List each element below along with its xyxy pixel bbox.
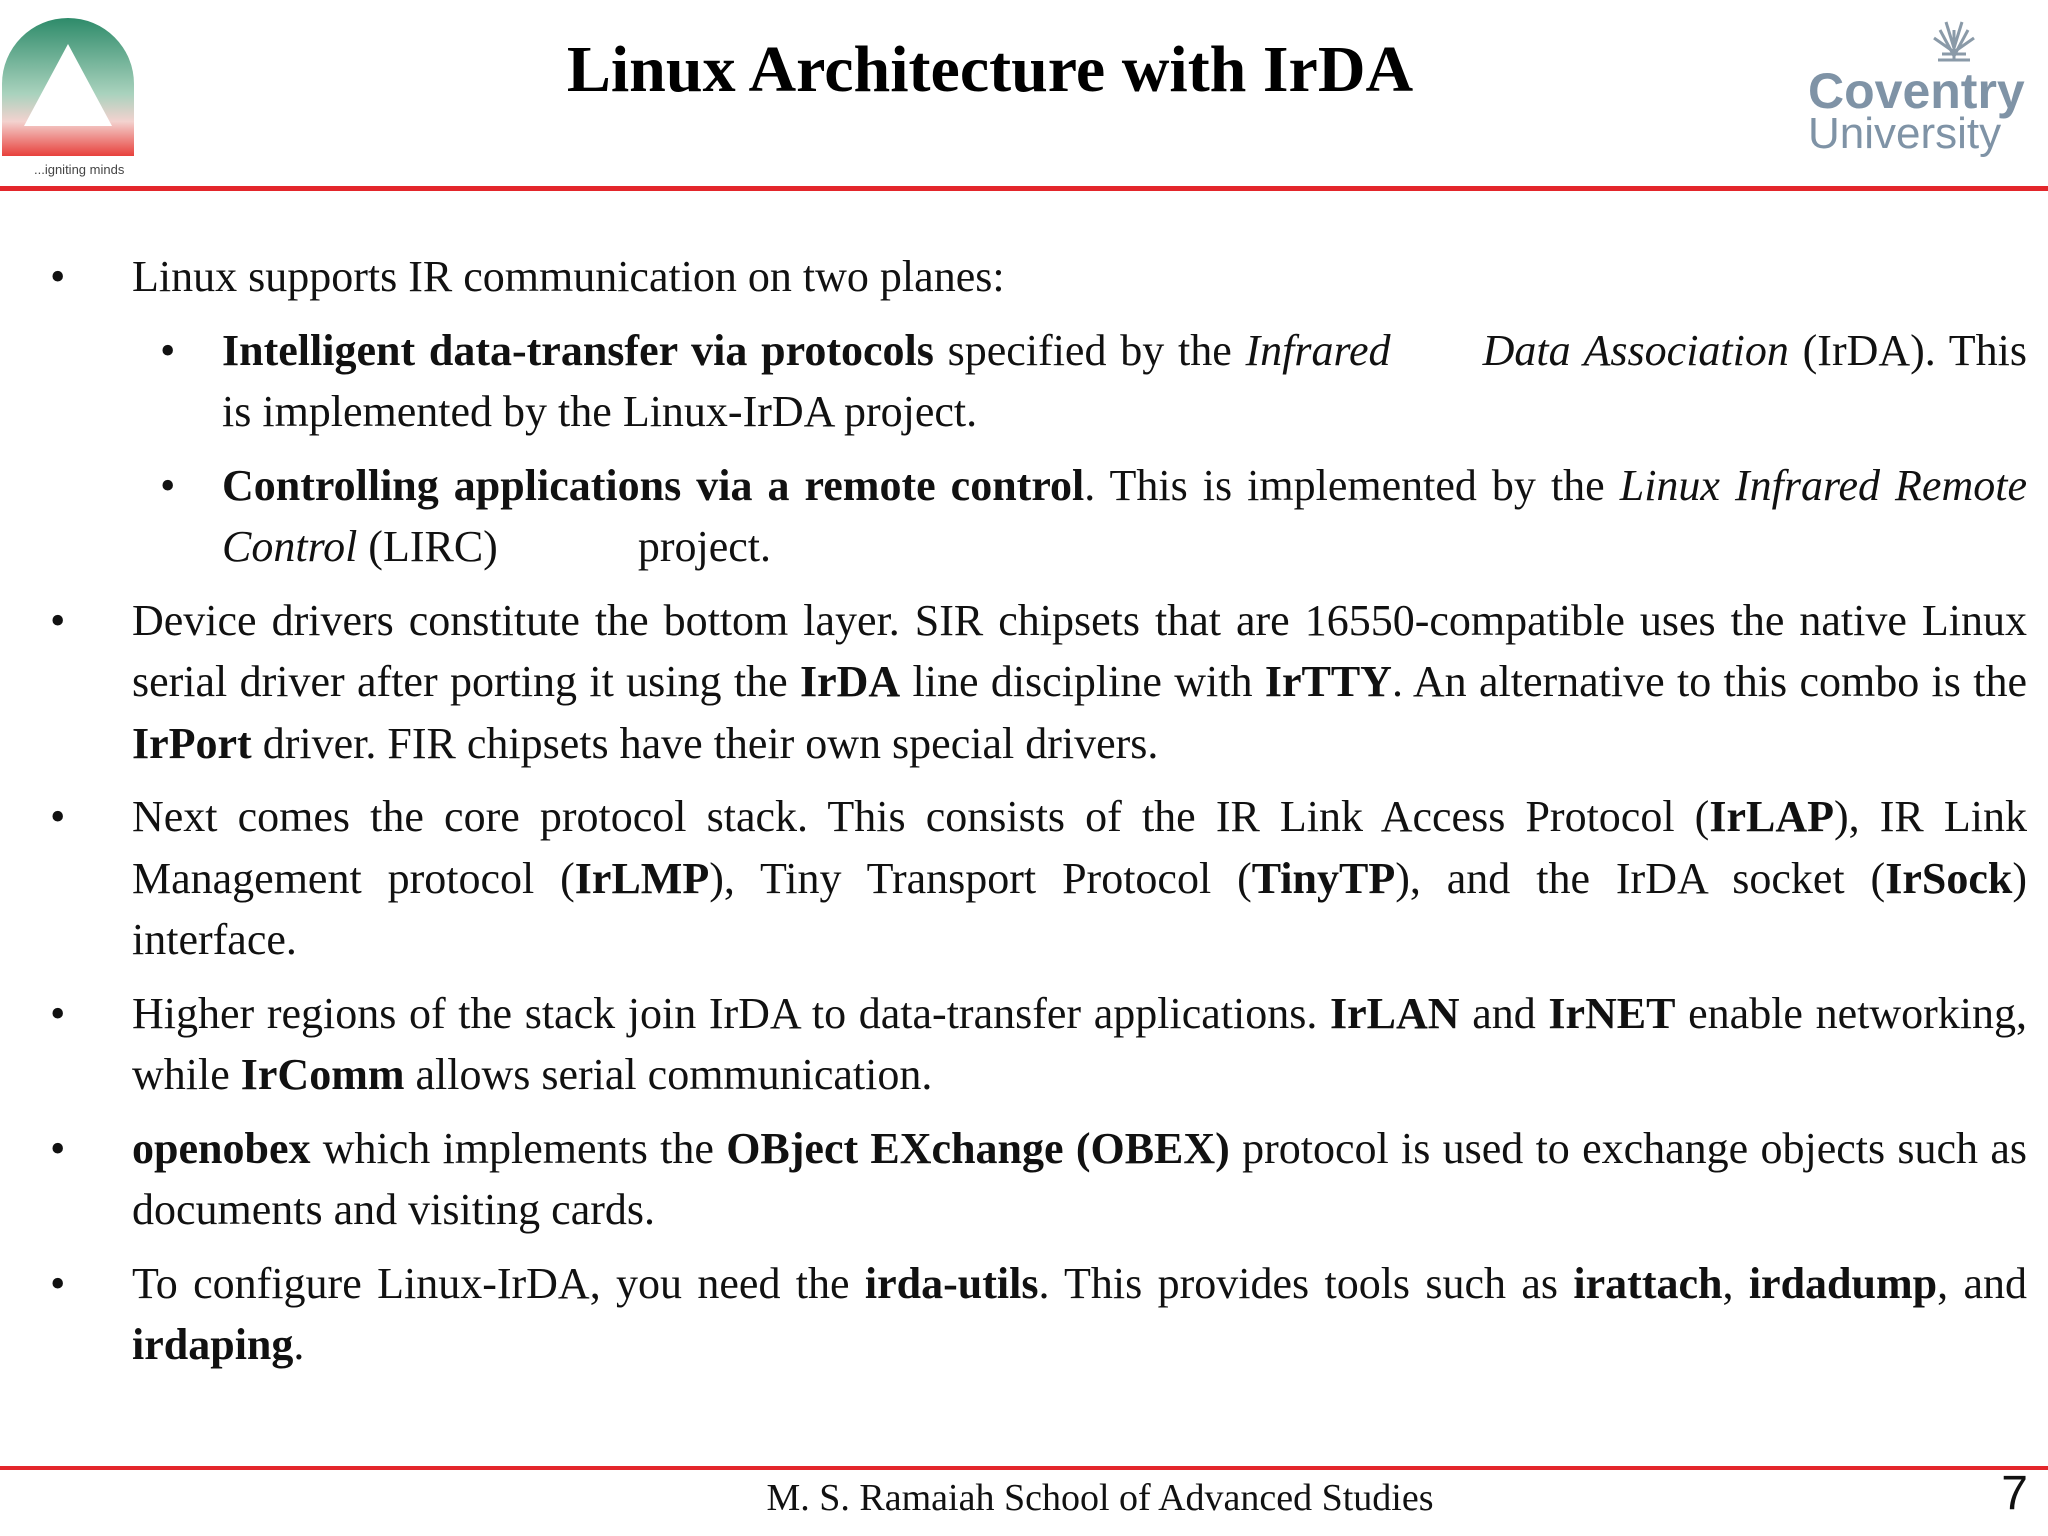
higher-t4: allows serial communication. xyxy=(404,1050,933,1099)
irda-text1: specified by the xyxy=(933,325,1246,375)
header-divider xyxy=(0,186,2048,191)
stack-t3: ), Tiny Transport Protocol ( xyxy=(709,853,1252,903)
slide-content xyxy=(40,246,2027,1388)
coventry-university-logo xyxy=(1806,8,2026,158)
lirc-text3: project. xyxy=(637,522,771,571)
utils-b3: irdadump xyxy=(1748,1258,1938,1308)
utils-t1: To configure Linux-IrDA, you need the xyxy=(132,1258,865,1308)
stack-t5: ) interface. xyxy=(132,853,2027,964)
page-title: Linux Architecture with IrDA xyxy=(566,33,1414,106)
coventry-logo-line2: University xyxy=(1808,109,2002,158)
drivers-t3: . An alternative to this combo is the xyxy=(1391,657,2027,706)
higher-t2: and xyxy=(1459,988,1549,1038)
logo-tagline: ...igniting minds xyxy=(34,162,125,177)
utils-t3: , xyxy=(1722,1258,1749,1308)
utils-t4: , and xyxy=(1937,1258,2028,1308)
coventry-logo-line1: Coventry xyxy=(1808,63,2025,119)
higher-t3: enable networking, while xyxy=(132,988,2028,1099)
utils-t5: . xyxy=(293,1320,305,1369)
page-number: 7 xyxy=(2001,1467,2028,1520)
higher-b1: IrLAN xyxy=(1329,988,1460,1038)
irda-italic2: Data Association xyxy=(1482,325,1789,375)
footer-divider xyxy=(0,1466,2048,1470)
obex-t2: protocol is used to exchange objects such as documents and visiting cards. xyxy=(132,1123,2027,1234)
utils-t2: . This provides tools such as xyxy=(1038,1258,1574,1308)
drivers-t1: Device drivers constitute the bottom layer. SIR chipsets that are 16550-compatible uses the native Linux serial driver after porting it using the xyxy=(132,595,2027,706)
coventry-logo-mark xyxy=(1806,8,2026,158)
irda-text2: (IrDA). This is implemented by the Linux-IrDA project. xyxy=(222,325,2028,436)
utils-b2: irattach xyxy=(1573,1258,1723,1308)
bullet-higher-regions xyxy=(40,983,2027,1106)
stack-b3: TinyTP xyxy=(1251,853,1396,903)
drivers-t4: driver. FIR chipsets have their own special drivers. xyxy=(251,718,1159,768)
stack-t1: Next comes the core protocol stack. This consists of the IR Link Access Protocol ( xyxy=(132,792,1710,841)
drivers-b2: IrTTY xyxy=(1264,657,1392,706)
irda-bold: Intelligent data-transfer via protocols xyxy=(222,325,934,375)
drivers-b3: IrPort xyxy=(132,718,252,768)
higher-b3: IrComm xyxy=(240,1050,405,1099)
higher-b2: IrNET xyxy=(1548,988,1676,1038)
stack-b4: IrSock xyxy=(1885,853,2013,903)
stack-t4: ), and the IrDA socket ( xyxy=(1395,853,1886,903)
obex-b2: OBject EXchange (OBEX) xyxy=(726,1123,1230,1173)
sub-bullet-lirc xyxy=(40,455,2027,578)
higher-t1: Higher regions of the stack join IrDA to data-transfer applications. xyxy=(132,988,1330,1038)
lirc-italic: Linux Infrared Remote Control xyxy=(222,460,2027,571)
bullet-ir-planes-text: Linux supports IR communication on two planes: xyxy=(132,252,1005,301)
bullet-openobex xyxy=(40,1118,2027,1241)
utils-b1: irda-utils xyxy=(864,1258,1039,1308)
sub-bullet-irda xyxy=(40,320,2027,443)
bullet-ir-planes xyxy=(40,246,2027,308)
lirc-text1: . This is implemented by the xyxy=(1084,460,1620,510)
bullet-device-drivers xyxy=(40,590,2027,775)
stack-t2: ), IR Link Management protocol ( xyxy=(132,792,2027,903)
stack-b1: IrLAP xyxy=(1709,792,1834,841)
stack-b2: IrLMP xyxy=(574,853,710,903)
utils-b4: irdaping xyxy=(132,1320,294,1369)
irda-italic1: Infrared xyxy=(1245,325,1391,375)
drivers-b1: IrDA xyxy=(799,657,901,706)
obex-b1: openobex xyxy=(132,1123,311,1173)
obex-t1: which implements the xyxy=(310,1123,727,1173)
bullet-irda-utils xyxy=(40,1253,2027,1376)
footer-institution: M. S. Ramaiah School of Advanced Studies xyxy=(766,1477,1434,1519)
lirc-text2: (LIRC) xyxy=(357,522,498,571)
drivers-t2: line discipline with xyxy=(900,657,1265,706)
bullet-protocol-stack xyxy=(40,786,2027,971)
lirc-bold: Controlling applications via a remote control xyxy=(222,460,1085,510)
